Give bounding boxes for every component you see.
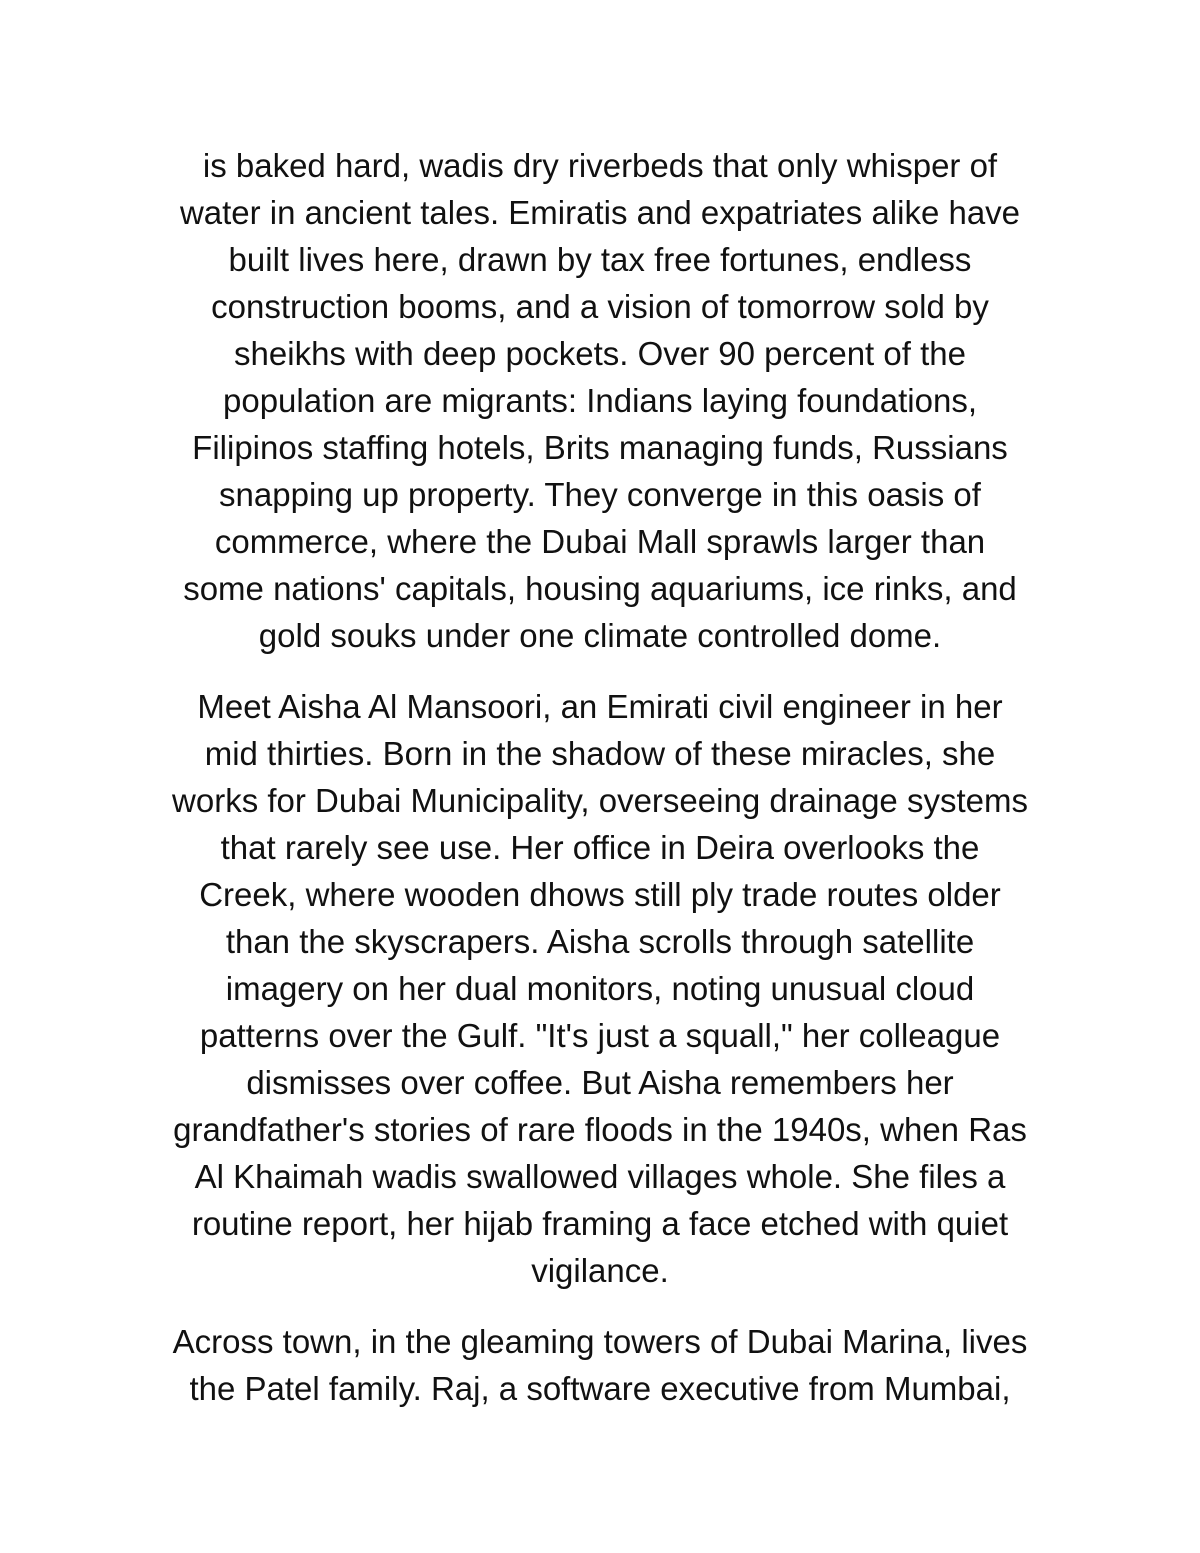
text-line: is baked hard, wadis dry riverbeds that only whisper of <box>202 147 998 184</box>
paragraph-3 <box>140 1318 1060 1412</box>
text-line: gold souks under one climate controlled dome. <box>258 617 942 654</box>
paragraph-1 <box>140 142 1060 659</box>
text-line: commerce, where the Dubai Mall sprawls larger than <box>214 523 986 560</box>
text-line: that rarely see use. Her office in Deira overlooks the <box>220 829 980 866</box>
text-line: imagery on her dual monitors, noting unusual cloud <box>225 970 975 1007</box>
text-line: dismisses over coffee. But Aisha remembers her <box>246 1064 954 1101</box>
text-line: water in ancient tales. Emiratis and expatriates alike have <box>179 194 1021 231</box>
text-line: vigilance. <box>531 1252 669 1289</box>
text-line: sheikhs with deep pockets. Over 90 percent of the <box>234 335 966 372</box>
text-line: mid thirties. Born in the shadow of these miracles, she <box>204 735 996 772</box>
text-line: Creek, where wooden dhows still ply trade routes older <box>199 876 1001 913</box>
text-line: works for Dubai Municipality, overseeing drainage systems <box>172 782 1028 819</box>
text-line: Meet Aisha Al Mansoori, an Emirati civil engineer in her <box>197 688 1003 725</box>
document-body <box>140 142 1060 1436</box>
text-line: grandfather's stories of rare floods in the 1940s, when Ras <box>173 1111 1027 1148</box>
text-line: some nations' capitals, housing aquariums, ice rinks, and <box>183 570 1017 607</box>
text-line: construction booms, and a vision of tomorrow sold by <box>211 288 989 325</box>
text-line: the Patel family. Raj, a software executive from Mumbai, <box>189 1370 1011 1407</box>
text-line: than the skyscrapers. Aisha scrolls through satellite <box>225 923 975 960</box>
text-line: Al Khaimah wadis swallowed villages whole. She files a <box>194 1158 1006 1195</box>
text-line: snapping up property. They converge in this oasis of <box>219 476 981 513</box>
text-line: population are migrants: Indians laying foundations, <box>223 382 977 419</box>
text-line: Filipinos staffing hotels, Brits managing funds, Russians <box>192 429 1008 466</box>
text-line: built lives here, drawn by tax free fortunes, endless <box>228 241 972 278</box>
text-line: routine report, her hijab framing a face etched with quiet <box>191 1205 1009 1242</box>
text-line: patterns over the Gulf. "It's just a squall," her colleague <box>199 1017 1001 1054</box>
text-line: Across town, in the gleaming towers of Dubai Marina, lives <box>172 1323 1028 1360</box>
paragraph-2 <box>140 683 1060 1294</box>
